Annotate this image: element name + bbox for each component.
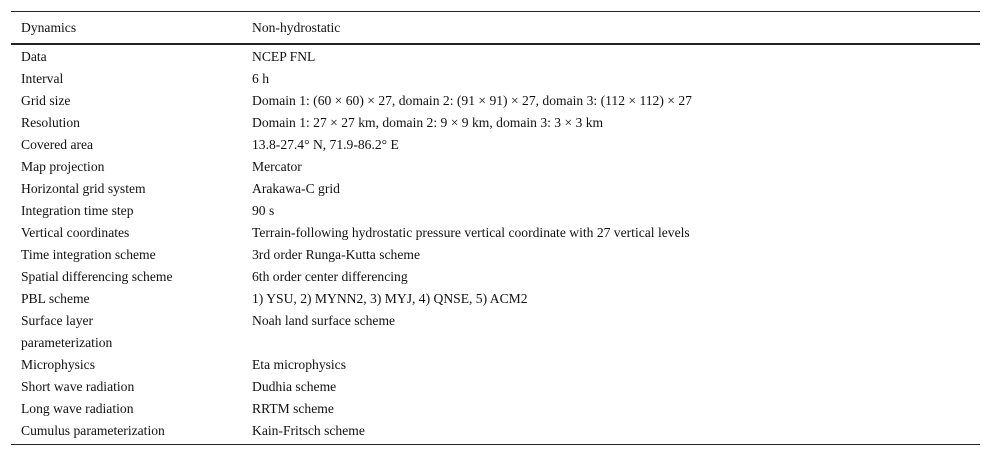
table-row: [11, 178, 980, 200]
table-row: [11, 112, 980, 134]
header-value-cell: Non-hydrostatic: [252, 20, 341, 35]
row-param: Cumulus parameterization: [21, 423, 165, 438]
table-row: [11, 398, 980, 420]
row-param: Grid size: [21, 93, 71, 108]
table-row: [11, 44, 980, 68]
row-value: Mercator: [252, 159, 302, 174]
model-configuration-table-container: [11, 11, 980, 445]
row-value: Noah land surface scheme: [252, 313, 396, 328]
table-row: [11, 266, 980, 288]
table-row: [11, 354, 980, 376]
row-param: Resolution: [21, 115, 80, 130]
row-param: Interval: [21, 71, 64, 86]
row-param: Short wave radiation: [21, 379, 135, 394]
row-param: Vertical coordinates: [21, 225, 130, 240]
table-row: [11, 222, 980, 244]
header-row: [11, 12, 980, 45]
table-row: [11, 156, 980, 178]
row-param: Integration time step: [21, 203, 134, 218]
table-row: [11, 244, 980, 266]
table-header: [11, 12, 980, 45]
header-param-cell: Dynamics: [21, 20, 77, 35]
row-value-cell: [242, 90, 980, 112]
row-value: Arakawa-C grid: [252, 181, 340, 196]
row-value: Eta microphysics: [252, 357, 347, 372]
row-value: Domain 1: (60 × 60) × 27, domain 2: (91 × 91) × 27, domain 3: (112 × 112) × 27: [252, 93, 692, 108]
row-param-cell: [11, 310, 242, 354]
row-value: 90 s: [252, 203, 275, 218]
row-param: Horizontal grid system: [21, 181, 146, 196]
row-value: Kain-Fritsch scheme: [252, 423, 365, 438]
row-param: Covered area: [21, 137, 94, 152]
table-row: [11, 288, 980, 310]
row-value: 6th order center differencing: [252, 269, 408, 284]
row-value: NCEP FNL: [252, 49, 316, 64]
row-value: 1) YSU, 2) MYNN2, 3) MYJ, 4) QNSE, 5) ACM2: [252, 291, 528, 306]
row-param: Time integration scheme: [21, 247, 156, 262]
row-value: 6 h: [252, 71, 269, 86]
table-row: [11, 420, 980, 445]
row-value: Terrain-following hydrostatic pressure vertical coordinate with 27 vertical levels: [252, 225, 690, 240]
row-param: Long wave radiation: [21, 401, 134, 416]
row-value: Domain 1: 27 × 27 km, domain 2: 9 × 9 km, domain 3: 3 × 3 km: [252, 115, 604, 130]
row-value: Dudhia scheme: [252, 379, 337, 394]
row-value: 3rd order Runga-Kutta scheme: [252, 247, 420, 262]
row-value: 13.8-27.4° N, 71.9-86.2° E: [252, 137, 399, 152]
table-row: [11, 68, 980, 90]
row-param: Surface layer parameterization: [21, 313, 113, 350]
row-param: Microphysics: [21, 357, 96, 372]
row-param: Spatial differencing scheme: [21, 269, 173, 284]
row-param: PBL scheme: [21, 291, 90, 306]
row-value: RRTM scheme: [252, 401, 334, 416]
table-row: [11, 310, 980, 354]
row-param: Data: [21, 49, 47, 64]
model-configuration-table: [11, 11, 980, 445]
table-body: [11, 44, 980, 445]
table-row: [11, 90, 980, 112]
table-row: [11, 134, 980, 156]
table-row: [11, 376, 980, 398]
row-param: Map projection: [21, 159, 105, 174]
table-row: [11, 200, 980, 222]
